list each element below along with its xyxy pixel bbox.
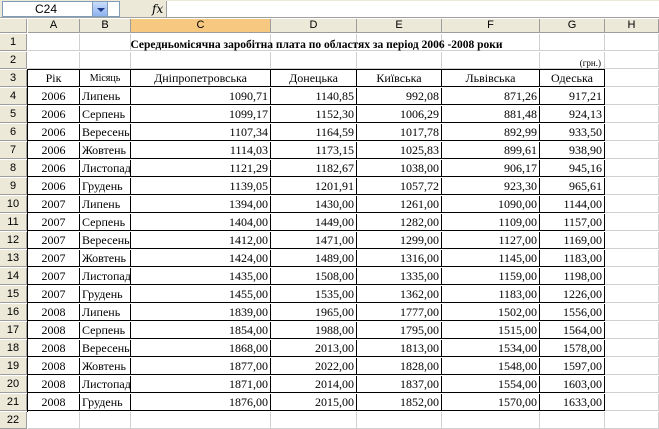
table-cell[interactable]: 1412,00: [131, 232, 271, 249]
name-box[interactable]: C24: [2, 1, 120, 17]
table-cell[interactable]: Листопад: [82, 377, 131, 391]
table-cell[interactable]: 1038,00: [357, 160, 442, 177]
table-cell[interactable]: 1201,91: [271, 178, 357, 195]
cell[interactable]: [442, 52, 540, 69]
table-cell[interactable]: 1164,59: [271, 124, 357, 141]
cell[interactable]: [605, 376, 659, 393]
table-header-cell[interactable]: Одеська: [540, 70, 605, 87]
table-cell[interactable]: 1839,00: [131, 304, 271, 321]
table-cell[interactable]: 2006: [28, 106, 80, 123]
table-header-cell[interactable]: Донецька: [271, 70, 357, 87]
formula-bar: [0, 0, 659, 18]
row-header-13[interactable]: 13: [0, 250, 27, 267]
table-cell[interactable]: 1099,17: [131, 106, 271, 123]
table-cell[interactable]: 1455,00: [131, 286, 271, 303]
table-cell[interactable]: 1090,00: [442, 196, 540, 213]
table-cell[interactable]: Серпень: [80, 106, 131, 123]
table-cell[interactable]: 992,08: [357, 88, 442, 105]
cell[interactable]: [442, 412, 540, 429]
row-header-18[interactable]: 18: [0, 340, 27, 357]
table-cell[interactable]: 917,21: [540, 88, 605, 105]
table-cell[interactable]: 1140,85: [271, 88, 357, 105]
table-cell[interactable]: 1435,00: [131, 268, 271, 285]
table-cell[interactable]: 1299,00: [357, 232, 442, 249]
table-cell[interactable]: 2006: [28, 160, 80, 177]
table-header-cell[interactable]: Рік: [28, 70, 80, 87]
cell[interactable]: [605, 232, 659, 249]
unit-label: (грн.): [579, 58, 601, 68]
table-cell[interactable]: 2008: [28, 376, 80, 393]
table-cell[interactable]: 1152,30: [271, 106, 357, 123]
table-cell[interactable]: 1868,00: [131, 340, 271, 357]
table-cell[interactable]: 1795,00: [357, 322, 442, 339]
table-cell[interactable]: 1489,00: [271, 250, 357, 267]
table-cell[interactable]: 1965,00: [271, 304, 357, 321]
cell[interactable]: [605, 286, 659, 303]
table-cell[interactable]: 1109,00: [442, 214, 540, 231]
cell[interactable]: [605, 340, 659, 357]
table-cell[interactable]: 1502,00: [442, 304, 540, 321]
table-cell[interactable]: 2006: [28, 142, 80, 159]
table-cell[interactable]: 2006: [28, 88, 80, 105]
table-cell[interactable]: Вересень: [82, 125, 130, 139]
row-header-16[interactable]: 16: [0, 304, 27, 321]
cell[interactable]: [605, 142, 659, 159]
table-cell[interactable]: 1471,00: [271, 232, 357, 249]
column-header-a[interactable]: A: [28, 19, 80, 33]
table-header-cell[interactable]: Київська: [357, 70, 442, 87]
table-cell[interactable]: 1198,00: [540, 268, 605, 285]
table-cell[interactable]: 1430,00: [271, 196, 357, 213]
table-cell[interactable]: 1090,71: [131, 88, 271, 105]
cell[interactable]: [605, 178, 659, 195]
table-cell[interactable]: 1597,00: [540, 358, 605, 375]
cell[interactable]: [605, 88, 659, 105]
table-cell[interactable]: 1335,00: [357, 268, 442, 285]
table-cell[interactable]: 2008: [28, 394, 80, 411]
table-cell[interactable]: 2015,00: [271, 394, 357, 411]
row-header-5[interactable]: 5: [0, 106, 27, 123]
table-cell[interactable]: 1876,00: [131, 394, 271, 411]
table-cell[interactable]: 1226,00: [540, 286, 605, 303]
cell[interactable]: [605, 250, 659, 267]
table-cell[interactable]: Липень: [80, 304, 131, 321]
cell[interactable]: [131, 412, 271, 429]
column-header-g[interactable]: G: [540, 19, 605, 33]
table-cell[interactable]: 1854,00: [131, 322, 271, 339]
table-cell[interactable]: Вересень: [82, 233, 130, 247]
table-cell[interactable]: 1127,00: [442, 232, 540, 249]
cell[interactable]: [540, 412, 605, 429]
table-cell[interactable]: 1515,00: [442, 322, 540, 339]
formula-input[interactable]: [167, 1, 659, 17]
table-cell[interactable]: 2008: [28, 340, 80, 357]
table-cell[interactable]: 1813,00: [357, 340, 442, 357]
name-box-dropdown-button[interactable]: [92, 1, 108, 17]
row-header-12[interactable]: 12: [0, 232, 27, 249]
row-header-7[interactable]: 7: [0, 142, 27, 159]
table-cell[interactable]: 1570,00: [442, 394, 540, 411]
table-cell[interactable]: 1852,00: [357, 394, 442, 411]
table-cell[interactable]: 2007: [28, 268, 80, 285]
table-border-left: [27, 69, 28, 412]
table-cell[interactable]: 1424,00: [131, 250, 271, 267]
table-cell[interactable]: 1535,00: [271, 286, 357, 303]
table-cell[interactable]: 871,26: [442, 88, 540, 105]
cell[interactable]: [131, 52, 271, 69]
table-cell[interactable]: Грудень: [80, 286, 131, 303]
table-cell[interactable]: 2006: [28, 124, 80, 141]
table-cell[interactable]: 2014,00: [271, 376, 357, 393]
table-cell[interactable]: 1871,00: [131, 376, 271, 393]
cell[interactable]: [605, 106, 659, 123]
table-cell[interactable]: 892,99: [442, 124, 540, 141]
cell[interactable]: [80, 52, 131, 69]
table-cell[interactable]: 2006: [28, 178, 80, 195]
table-cell[interactable]: 1025,83: [357, 142, 442, 159]
table-cell[interactable]: 1017,78: [357, 124, 442, 141]
cell[interactable]: [605, 160, 659, 177]
row-header-10[interactable]: 10: [0, 196, 27, 213]
table-cell[interactable]: 1183,00: [540, 250, 605, 267]
row-header-4[interactable]: 4: [0, 88, 27, 105]
table-cell[interactable]: Листопад: [82, 269, 131, 283]
select-all-corner[interactable]: [0, 19, 27, 33]
table-cell[interactable]: 1578,00: [540, 340, 605, 357]
row-header-21[interactable]: 21: [0, 394, 27, 411]
table-cell[interactable]: 2008: [28, 304, 80, 321]
table-cell[interactable]: 2013,00: [271, 340, 357, 357]
column-header-c[interactable]: C: [131, 19, 271, 33]
table-cell[interactable]: 2007: [28, 232, 80, 249]
table-cell[interactable]: 1107,34: [131, 124, 271, 141]
row-header-8[interactable]: 8: [0, 160, 27, 177]
cell[interactable]: [28, 52, 80, 69]
cell[interactable]: [605, 322, 659, 339]
column-header-e[interactable]: E: [357, 19, 442, 33]
table-cell[interactable]: 881,48: [442, 106, 540, 123]
row-header-22[interactable]: 22: [0, 412, 27, 429]
table-cell[interactable]: 923,30: [442, 178, 540, 195]
chevron-down-icon: [97, 8, 105, 12]
table-cell[interactable]: Вересень: [82, 341, 130, 355]
table-cell[interactable]: 1173,15: [271, 142, 357, 159]
table-cell[interactable]: Жовтень: [80, 142, 131, 159]
table-cell[interactable]: 1282,00: [357, 214, 442, 231]
table-cell[interactable]: 1183,00: [442, 286, 540, 303]
table-cell[interactable]: Серпень: [80, 214, 131, 231]
table-cell[interactable]: 938,90: [540, 142, 605, 159]
cell[interactable]: [605, 34, 659, 51]
table-border-top: [27, 69, 605, 70]
cell[interactable]: [605, 70, 659, 87]
cell[interactable]: [271, 412, 357, 429]
cell[interactable]: [28, 412, 80, 429]
cell[interactable]: [271, 52, 357, 69]
cell[interactable]: [357, 52, 442, 69]
table-header-cell[interactable]: Львівська: [442, 70, 540, 87]
cell[interactable]: [605, 214, 659, 231]
table-cell[interactable]: 1508,00: [271, 268, 357, 285]
table-cell[interactable]: 1534,00: [442, 340, 540, 357]
table-cell[interactable]: 2008: [28, 322, 80, 339]
table-cell[interactable]: 1603,00: [540, 376, 605, 393]
table-cell[interactable]: 1777,00: [357, 304, 442, 321]
table-cell[interactable]: 1057,72: [357, 178, 442, 195]
table-cell[interactable]: Липень: [80, 88, 131, 105]
row-header-15[interactable]: 15: [0, 286, 27, 303]
row-header-2[interactable]: 2: [0, 52, 27, 69]
insert-function-icon[interactable]: fx: [152, 2, 164, 16]
table-cell[interactable]: 2008: [28, 358, 80, 375]
table-cell[interactable]: 1145,00: [442, 250, 540, 267]
column-header-f[interactable]: F: [442, 19, 540, 33]
table-cell[interactable]: 1988,00: [271, 322, 357, 339]
column-header-h[interactable]: H: [605, 19, 659, 33]
cell[interactable]: [605, 394, 659, 411]
table-cell[interactable]: 1449,00: [271, 214, 357, 231]
table-cell[interactable]: Серпень: [80, 322, 131, 339]
table-cell[interactable]: 1159,00: [442, 268, 540, 285]
row-header-9[interactable]: 9: [0, 178, 27, 195]
table-cell[interactable]: 899,61: [442, 142, 540, 159]
table-cell[interactable]: 1362,00: [357, 286, 442, 303]
cell[interactable]: [605, 358, 659, 375]
table-cell[interactable]: 1121,29: [131, 160, 271, 177]
table-cell[interactable]: Листопад: [82, 161, 131, 175]
row-header-14[interactable]: 14: [0, 268, 27, 285]
row-header-20[interactable]: 20: [0, 376, 27, 393]
table-cell[interactable]: 933,50: [540, 124, 605, 141]
column-header-b[interactable]: B: [80, 19, 131, 33]
table-cell[interactable]: 1261,00: [357, 196, 442, 213]
table-cell[interactable]: 965,61: [540, 178, 605, 195]
table-cell[interactable]: Грудень: [80, 178, 131, 195]
table-cell[interactable]: 2007: [28, 286, 80, 303]
table-cell[interactable]: Липень: [80, 196, 131, 213]
table-cell[interactable]: 1169,00: [540, 232, 605, 249]
table-cell[interactable]: 1182,67: [271, 160, 357, 177]
cell[interactable]: [605, 412, 659, 429]
table-header-cell[interactable]: Дніпропетровська: [131, 70, 271, 87]
table-cell[interactable]: 1006,29: [357, 106, 442, 123]
table-cell[interactable]: 2007: [28, 196, 80, 213]
row-header-11[interactable]: 11: [0, 214, 27, 231]
cell[interactable]: [605, 124, 659, 141]
table-header-cell[interactable]: Місяць: [80, 70, 131, 87]
table-cell[interactable]: Жовтень: [80, 250, 131, 267]
row-header-17[interactable]: 17: [0, 322, 27, 339]
table-cell[interactable]: 1157,00: [540, 214, 605, 231]
column-header-d[interactable]: D: [271, 19, 357, 33]
table-cell[interactable]: 1394,00: [131, 196, 271, 213]
table-cell[interactable]: 1554,00: [442, 376, 540, 393]
table-cell[interactable]: 1837,00: [357, 376, 442, 393]
table-cell[interactable]: 2007: [28, 214, 80, 231]
cell[interactable]: [357, 412, 442, 429]
table-cell[interactable]: 1633,00: [540, 394, 605, 411]
row-header-19[interactable]: 19: [0, 358, 27, 375]
table-cell[interactable]: 1404,00: [131, 214, 271, 231]
table-cell[interactable]: 1144,00: [540, 196, 605, 213]
sheet-title: Середньомісячна заробітна плата по областях за період 2006 -2008 роки: [130, 39, 503, 51]
table-cell[interactable]: 1139,05: [131, 178, 271, 195]
cell[interactable]: [605, 52, 659, 69]
table-cell[interactable]: 1828,00: [357, 358, 442, 375]
table-cell[interactable]: 1556,00: [540, 304, 605, 321]
cell[interactable]: [80, 412, 131, 429]
table-cell[interactable]: 924,13: [540, 106, 605, 123]
row-header-1[interactable]: 1: [0, 34, 27, 51]
table-cell[interactable]: 1564,00: [540, 322, 605, 339]
table-cell[interactable]: 1548,00: [442, 358, 540, 375]
cell[interactable]: [605, 268, 659, 285]
cell[interactable]: [605, 304, 659, 321]
table-cell[interactable]: 2007: [28, 250, 80, 267]
table-cell[interactable]: Жовтень: [80, 358, 131, 375]
table-cell[interactable]: 2022,00: [271, 358, 357, 375]
table-cell[interactable]: 906,17: [442, 160, 540, 177]
table-cell[interactable]: 1316,00: [357, 250, 442, 267]
cell[interactable]: [605, 196, 659, 213]
table-cell[interactable]: Грудень: [80, 394, 131, 411]
table-cell[interactable]: 945,16: [540, 160, 605, 177]
row-header-3[interactable]: 3: [0, 70, 27, 87]
table-cell[interactable]: 1114,03: [131, 142, 271, 159]
table-cell[interactable]: 1877,00: [131, 358, 271, 375]
row-header-6[interactable]: 6: [0, 124, 27, 141]
